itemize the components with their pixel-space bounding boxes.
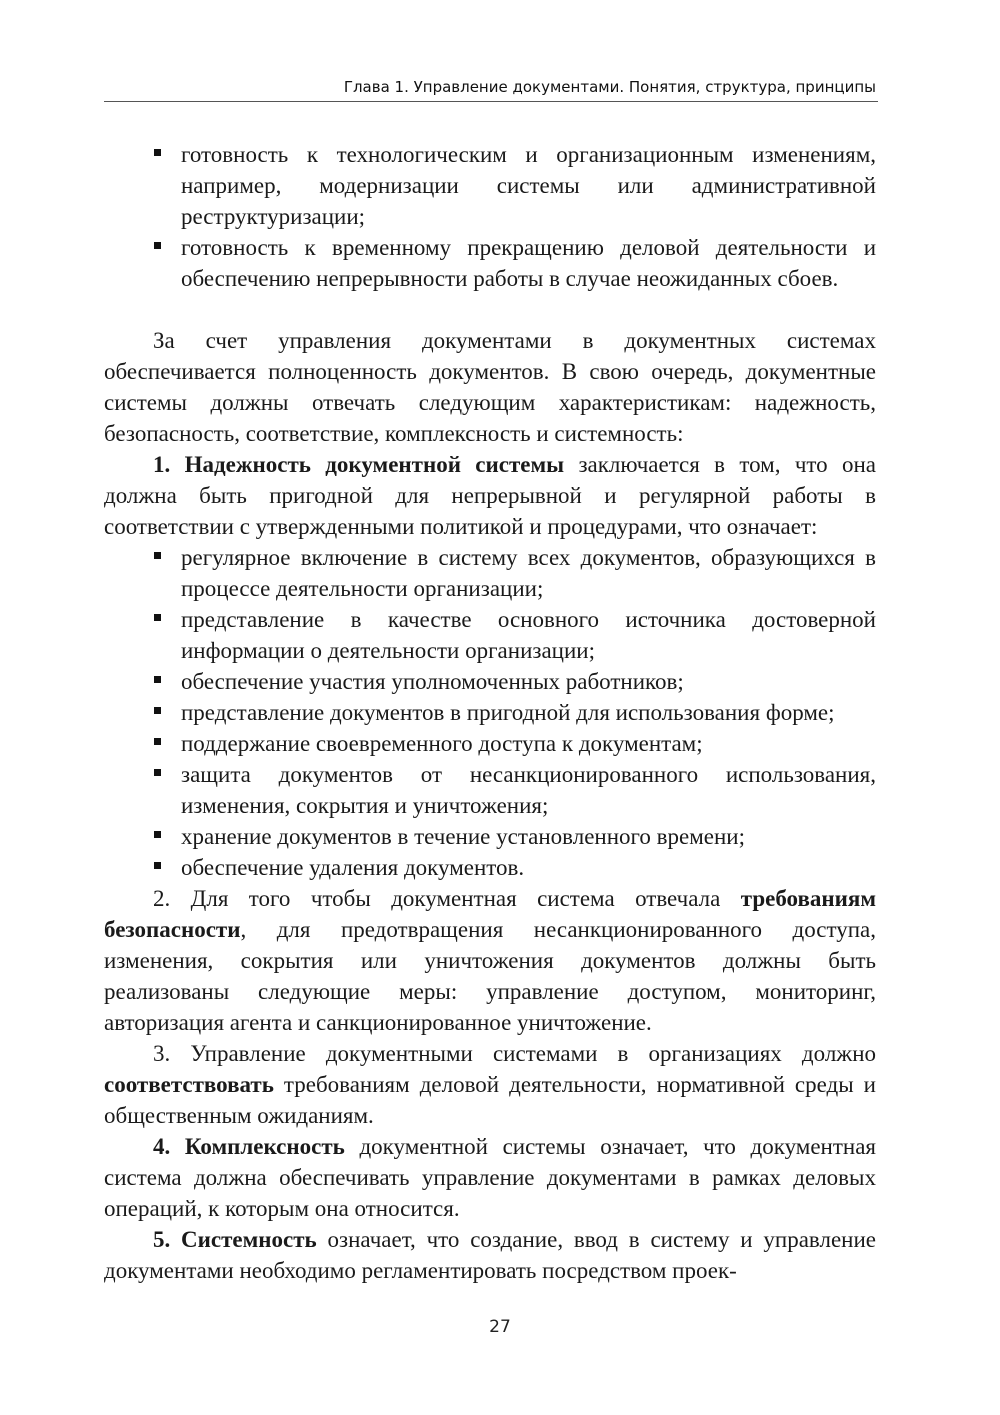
systematic-text: означает, что создание, ввод в систему и управление документами необходимо регламентировать посредством проек- xyxy=(104,1227,876,1283)
security-paragraph xyxy=(104,883,876,1038)
reliability-text: заключается в том, что она должна быть пригодной для непрерывной и регулярной работы в соответствии с утвержденными политикой и процедурами, что означает: xyxy=(104,452,876,539)
reliability-bullet-list xyxy=(104,542,876,883)
reliability-paragraph xyxy=(104,449,876,542)
list-item: готовность к технологическим и организационным изменениям, например, модернизации системы или административной реструктуризации; xyxy=(104,139,876,232)
header-rule xyxy=(104,101,878,102)
list-item: защита документов от несанкционированного использования, изменения, сокрытия и уничтожения; xyxy=(104,759,876,821)
security-text-end: , для предотвращения несанкционированного доступа, изменения, сокрытия или уничтожения документов должны быть реализованы следующие меры: управление доступом, мониторинг, авторизация агента и санкционированное уничтожение. xyxy=(104,917,876,1035)
list-item: представление в качестве основного источника достоверной информации о деятельности организации; xyxy=(104,604,876,666)
systematic-heading: 5. Системность xyxy=(153,1227,317,1252)
security-emphasis: требованиям безопасности xyxy=(104,886,876,942)
intro-paragraph: За счет управления документами в документных системах обеспечивается полноценность документов. В свою очередь, документные системы должны отвечать следующим характеристикам: надежность, безопасность, соответствие, комплексность и системность: xyxy=(104,328,876,446)
compliance-text-start: 3. Управление документными системами в организациях должно xyxy=(153,1041,876,1066)
page-number: 27 xyxy=(489,1317,511,1337)
list-item: обеспечение участия уполномоченных работников; xyxy=(104,666,876,697)
security-text-start: 2. Для того чтобы документная система отвечала xyxy=(153,886,741,911)
list-item: готовность к временному прекращению деловой деятельности и обеспечению непрерывности работы в случае неожиданных сбоев. xyxy=(104,232,876,294)
comprehensiveness-heading: 4. Комплексность xyxy=(153,1134,345,1159)
list-item: поддержание своевременного доступа к документам; xyxy=(104,728,876,759)
systematic-paragraph xyxy=(104,1224,876,1286)
list-item: хранение документов в течение установленного времени; xyxy=(104,821,876,852)
comprehensiveness-paragraph xyxy=(104,1131,876,1224)
reliability-heading: 1. Надежность документной системы xyxy=(153,452,565,477)
list-item: обеспечение удаления документов. xyxy=(104,852,876,883)
comprehensiveness-text: документной системы означает, что документная система должна обеспечивать управление документами в рамках деловых операций, к которым она относится. xyxy=(104,1134,876,1221)
compliance-emphasis: соответствовать xyxy=(104,1072,274,1097)
compliance-paragraph xyxy=(104,1038,876,1131)
running-header: Глава 1. Управление документами. Понятия, структура, принципы xyxy=(343,78,876,96)
list-item: представление документов в пригодной для использования форме; xyxy=(104,697,876,728)
list-item: регулярное включение в систему всех документов, образующихся в процессе деятельности организации; xyxy=(104,542,876,604)
intro-bullet-list xyxy=(104,139,876,294)
compliance-text-end: требованиям деловой деятельности, нормативной среды и общественным ожиданиям. xyxy=(104,1072,876,1128)
